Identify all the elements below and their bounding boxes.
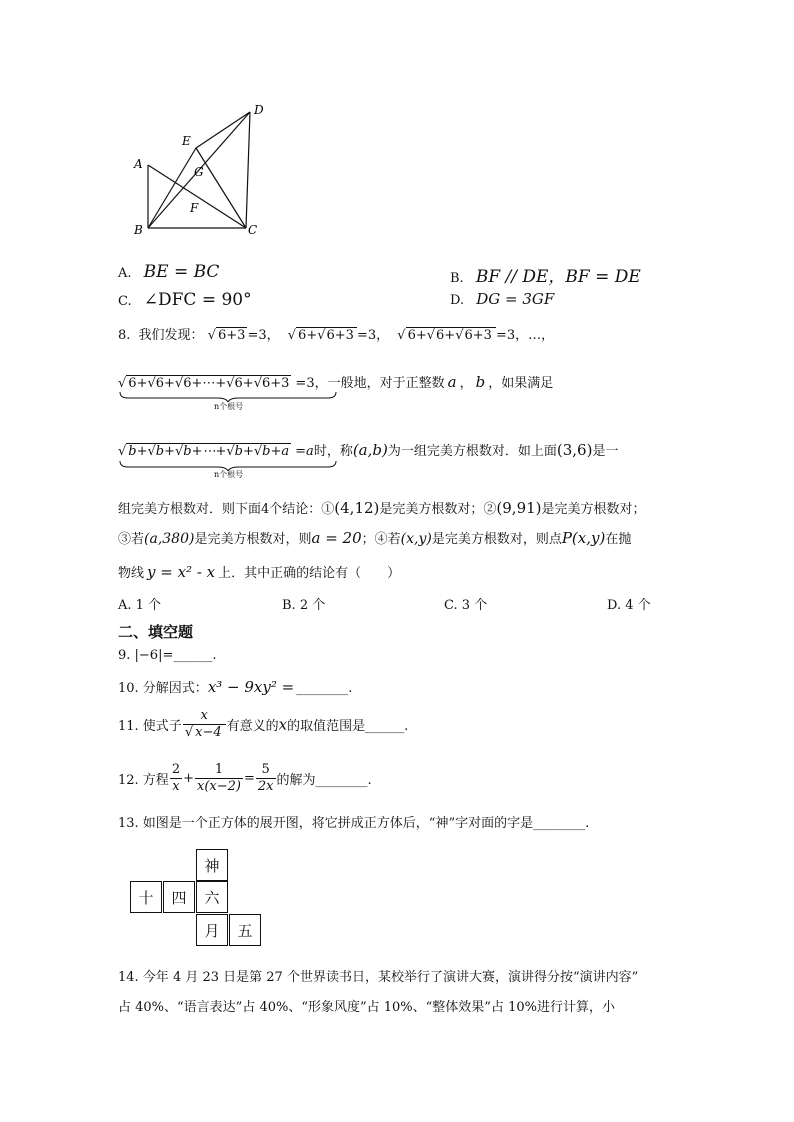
q8-line2 xyxy=(118,372,553,391)
long-radicand: 6+√6+√6+⋯+√6+√6+3 xyxy=(128,376,290,391)
option-letter: D. xyxy=(450,293,465,308)
q8-text: ，一般地，对于正整数 xyxy=(314,376,445,391)
var-b: b xyxy=(475,373,486,391)
q10-expr: x³ − 9xy² = xyxy=(207,678,295,696)
q8-text: ；④若 xyxy=(361,532,401,547)
q11-text: 11. 使式子 xyxy=(118,719,182,734)
q8-option-a[interactable]: A. 1 个 xyxy=(118,598,162,613)
q8-text: ，如果满足 xyxy=(488,376,554,391)
denominator: x(x−2) xyxy=(197,779,241,794)
eq-tail: =3， xyxy=(247,328,280,343)
q8-text: 是完美方根数对；② xyxy=(379,502,497,517)
option-text: BF // DE，BF = DE xyxy=(475,267,641,287)
denominator: 2x xyxy=(257,779,274,794)
pair-ab: (a,b) xyxy=(352,441,388,459)
parabola-eq: y = x² - x xyxy=(147,563,216,581)
q8-line4 xyxy=(118,498,646,517)
q11-denominator: x−4 xyxy=(195,725,222,740)
q10-text: 10. 分解因式： xyxy=(118,681,208,696)
q11-text: 的取值范围是______. xyxy=(287,719,409,734)
q12-text: 12. 方程 xyxy=(118,773,169,788)
q11-numerator: x xyxy=(183,708,226,725)
equals-sign: = xyxy=(243,771,255,786)
label-g: G xyxy=(194,165,204,179)
segment-dc xyxy=(246,112,250,228)
q7-option-d[interactable] xyxy=(450,290,554,308)
cube-face-yue: 月 xyxy=(196,914,228,946)
long-eq-2: =a xyxy=(295,444,314,459)
q8-intro: 我们发现： xyxy=(138,328,204,343)
q8-text: 物线 xyxy=(118,566,145,581)
q8-text: 上．其中正确的结论有（ ） xyxy=(218,566,401,581)
cube-face-shen: 神 xyxy=(196,849,228,881)
cube-face-liu: 六 xyxy=(196,881,228,913)
label-d: D xyxy=(254,103,264,117)
option-letter: C. xyxy=(118,294,132,309)
q8-text: 是完美方根数对，则 xyxy=(194,532,312,547)
segment-ec xyxy=(196,148,246,228)
radicand-inner: 6+3 xyxy=(464,328,492,343)
pair-412: (4,12) xyxy=(334,499,380,517)
q8-text: 组完美方根数对．则下面4个结论：① xyxy=(118,502,335,517)
numerator: 5 xyxy=(256,762,276,779)
option-text: ∠DFC = 90° xyxy=(143,290,252,310)
radicand-inner: 6+3 xyxy=(326,328,354,343)
q12-frac-2 xyxy=(195,762,243,795)
q14-line1: 14. 今年 4 月 23 日是第 27 个世界读书日，某校举行了演讲大赛，演讲得分按“演讲内容” xyxy=(118,970,639,985)
q10 xyxy=(118,677,352,696)
q10-blank: ________. xyxy=(296,681,353,696)
pair-991: (9,91) xyxy=(496,499,542,517)
label-f: F xyxy=(190,201,199,215)
q8-text: 是完美方根数对，则点 xyxy=(431,532,562,547)
q11-text: 有意义的 xyxy=(226,719,279,734)
long-radical-1: √ 6+√6+√6+⋯+√6+√6+3 xyxy=(118,376,290,391)
radical-3: √ 6+√6+√6+3 xyxy=(397,328,496,343)
q8-text: 时，称 xyxy=(313,444,353,459)
q13: 13. 如图是一个正方体的展开图，将它拼成正方体后，“神”字对面的字是________. xyxy=(118,816,590,831)
q8-option-d[interactable]: D. 4 个 xyxy=(607,598,651,613)
cube-face-si: 四 xyxy=(163,881,195,913)
q8-option-b[interactable]: B. 2 个 xyxy=(282,598,326,613)
q8-text: ③若 xyxy=(118,532,145,547)
eq-tail: =3， xyxy=(356,328,390,343)
q11-fraction: $\frac{x}{√ x-4}$ xyxy=(183,708,226,741)
q11 xyxy=(118,708,408,741)
cube-face-wu: 五 xyxy=(229,914,261,946)
q12 xyxy=(118,762,372,795)
option-letter: A. xyxy=(118,266,132,281)
point-p: P(x,y) xyxy=(561,529,606,547)
q8-line5 xyxy=(118,528,631,547)
label-a: A xyxy=(134,157,143,171)
q8-option-c[interactable]: C. 3 个 xyxy=(444,598,488,613)
q9: 9. |−6|=______. xyxy=(118,648,217,663)
sep: ， xyxy=(459,376,473,391)
segment-be xyxy=(148,148,196,228)
pair-36: (3,6) xyxy=(556,441,593,459)
radical-2: √ 6+√6+3 xyxy=(288,328,357,343)
cube-face-shi: 十 xyxy=(130,881,162,913)
q11-var: x xyxy=(278,715,288,734)
numerator: 2 xyxy=(171,762,181,777)
eq-tail: =3，…， xyxy=(495,328,555,343)
option-text: DG = 3GF xyxy=(476,290,555,308)
var-a: a xyxy=(447,373,457,391)
option-letter: B. xyxy=(450,271,464,286)
radical-1: √ 6+3 xyxy=(207,328,246,343)
a-equals: a = 20 xyxy=(311,529,362,547)
q12-text: 的解为________. xyxy=(276,773,372,788)
pair-a380: (a,380) xyxy=(144,531,195,547)
label-b: B xyxy=(134,223,143,237)
q7-option-c[interactable] xyxy=(118,290,252,310)
numerator: 1 xyxy=(195,762,243,779)
q8-text: 在抛 xyxy=(605,532,632,547)
brace-label-1: n个根号 xyxy=(214,402,244,411)
long-radicand-2: b+√b+√b+⋯+√b+√b+a xyxy=(128,444,290,459)
q14-line2: 占 40%、“语言表达”占 40%、“形象风度”占 10%、“整体效果”占 10%进行计算，小 xyxy=(118,1000,615,1015)
section-title: 二、填空题 xyxy=(118,623,194,641)
q8-line3 xyxy=(118,440,618,459)
label-c: C xyxy=(248,223,258,237)
plus-sign: + xyxy=(183,771,194,786)
q12-frac-1 xyxy=(170,762,182,795)
question-number: 8. xyxy=(118,328,131,343)
q12-frac-3 xyxy=(256,762,276,795)
geometry-figure xyxy=(128,100,278,240)
q7-option-b[interactable] xyxy=(450,262,641,287)
long-radical-2: √ b+√b+√b+⋯+√b+√b+a xyxy=(118,444,290,459)
pair-xy: (x,y) xyxy=(400,531,432,547)
radicand-outer: 6+ xyxy=(407,328,427,343)
q8-line1 xyxy=(118,324,554,343)
q8-text: 是一 xyxy=(592,444,619,459)
q8-line6 xyxy=(118,562,400,581)
radicand: 6+3 xyxy=(218,328,246,343)
q8-text: 是完美方根数对； xyxy=(541,502,646,517)
option-text: BE = BC xyxy=(143,262,220,282)
radicand-middle: 6+ xyxy=(436,328,456,343)
brace-label-2: n个根号 xyxy=(214,470,244,479)
q8-text: 为一组完美方根数对．如上面 xyxy=(387,444,557,459)
radicand-outer: 6+ xyxy=(298,328,318,343)
denominator: x xyxy=(172,779,180,794)
q7-option-a[interactable] xyxy=(118,262,219,282)
long-eq: =3 xyxy=(295,376,315,391)
label-e: E xyxy=(182,134,191,148)
